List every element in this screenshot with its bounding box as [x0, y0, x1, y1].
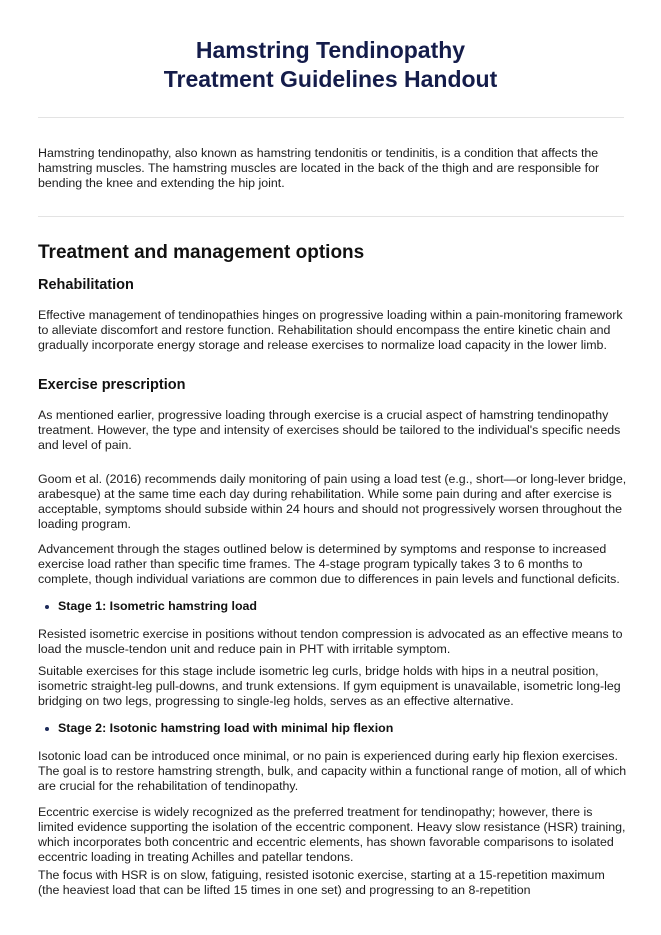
rehabilitation-paragraph: Effective management of tendinopathies hinges on progressive loading within a pain-monitoring framework to alleviate discomfort and restore function. Rehabilitation should encompass the entire kinetic chain and gradually incorporate energy storage and release exercises to normalize load capacity in the lower limb.: [38, 308, 623, 352]
stage-2-paragraph-1: Isotonic load can be introduced once minimal, or no pain is experienced during early hip flexion exercises. The goal is to restore hamstring strength, bulk, and capacity within a functional range of motion, all of which are crucial for the rehabilitation of tendinopathy.: [38, 749, 627, 793]
stage-2-bullet: [38, 721, 628, 736]
exercise-paragraph-1: As mentioned earlier, progressive loading through exercise is a crucial aspect of hamstring tendinopathy treatment. However, the type and intensity of exercises should be tailored to the individual's specific needs and level of pain.: [38, 408, 621, 452]
stage-1-paragraph-2: Suitable exercises for this stage include isometric leg curls, bridge holds with hips in a neutral position, isometric straight-leg pull-downs, and trunk extensions. If gym equipment is unavailable, isometric long-leg bridging on two legs, progressing to single-leg holds, serves as an effective alternative.: [38, 664, 621, 708]
title-line-1: Hamstring Tendinopathy: [195, 37, 466, 63]
rehabilitation-heading: Rehabilitation: [38, 277, 134, 293]
intro-paragraph: Hamstring tendinopathy, also known as hamstring tendonitis or tendinitis, is a condition that affects the hamstring muscles. The hamstring muscles are located in the back of the thigh and are responsible for bending the knee and extending the hip joint.: [38, 146, 600, 190]
exercise-prescription-heading: Exercise prescription: [38, 377, 186, 393]
stage-2-label: Stage 2: Isotonic hamstring load with minimal hip flexion: [58, 721, 394, 735]
stage-1-bullet: [38, 599, 628, 614]
divider-intro: [38, 216, 624, 217]
stage-1-label: Stage 1: Isometric hamstring load: [58, 599, 257, 613]
stage-2-paragraph-3: The focus with HSR is on slow, fatiguing, resisted isotonic exercise, starting at a 15-repetition maximum (the heaviest load that can be lifted 15 times in one set) and progressing to an 8-repetition: [38, 868, 605, 897]
exercise-paragraph-3: Advancement through the stages outlined below is determined by symptoms and response to increased exercise load rather than specific time frames. The 4-stage program typically takes 3 to 6 months to complete, though individual variations are common due to differences in pain levels and functional deficits.: [38, 542, 620, 586]
divider-top: [38, 117, 624, 118]
stage-1-paragraph-1: Resisted isometric exercise in positions without tendon compression is advocated as an effective means to load the muscle-tendon unit and reduce pain in PHT with irritable symptom.: [38, 627, 623, 656]
section-title: Treatment and management options: [38, 242, 365, 263]
exercise-paragraph-2: Goom et al. (2016) recommends daily monitoring of pain using a load test (e.g., short—or long-lever bridge, arabesque) at the same time each day during rehabilitation. While some pain during and after exercise is acceptable, symptoms should subside within 24 hours and should not progressively worsen throughout the loading program.: [38, 472, 627, 531]
page-title: [0, 36, 661, 94]
bullet-dot-icon: [45, 727, 49, 731]
title-line-2: Treatment Guidelines Handout: [163, 66, 498, 92]
stage-2-paragraph-2: Eccentric exercise is widely recognized as the preferred treatment for tendinopathy; however, there is limited evidence supporting the isolation of the eccentric component. Heavy slow resistance (HSR) training, which incorporates both concentric and eccentric elements, has shown favorable comparisons to isolated eccentric loading in treating Achilles and patellar tendons.: [38, 805, 626, 864]
bullet-dot-icon: [45, 605, 49, 609]
